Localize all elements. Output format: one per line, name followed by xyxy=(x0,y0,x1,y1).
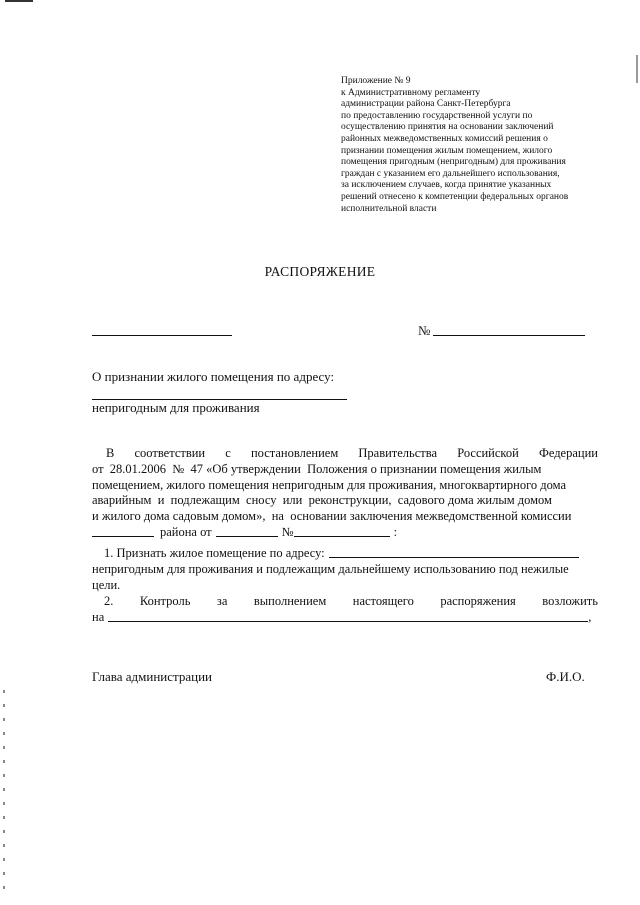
appendix-line: по предоставлению государственной услуги по xyxy=(341,110,533,121)
signature-name: Ф.И.О. xyxy=(546,669,585,684)
appendix-note xyxy=(341,76,606,215)
subject-line-2: непригодным для проживания xyxy=(92,400,260,415)
item-2-word: распоряжения xyxy=(440,594,516,608)
preamble-word: соответствии xyxy=(134,446,206,460)
item-2-line-2 xyxy=(92,610,598,626)
date-blank xyxy=(92,335,232,336)
signature-position: Глава администрации xyxy=(92,669,213,684)
item-2-line-1 xyxy=(92,594,598,610)
appendix-line: исполнительной власти xyxy=(341,203,437,214)
scan-edge-mark xyxy=(5,0,33,2)
item-2-word: Контроль xyxy=(139,594,191,608)
appendix-line: за исключением случаев, когда принятие указанных xyxy=(341,180,552,191)
preamble-line-4: аварийным и подлежащим сносу или реконструкции, садового дома жилым домом xyxy=(92,493,552,508)
preamble-word: Российской xyxy=(457,446,519,460)
scan-edge-mark-right xyxy=(636,55,638,83)
appendix-line: помещения пригодным (непригодным) для проживания xyxy=(341,157,566,168)
item-1-line-2: непригодным для проживания и подлежащим дальнейшему использованию под нежилые xyxy=(92,561,569,576)
appendix-line: районных межведомственных комиссий решения о xyxy=(341,133,548,144)
preamble-line-5: и жилого дома садовым домом», на основании заключения межведомственной комиссии xyxy=(92,509,572,524)
preamble-line-3: помещением, жилого помещения непригодным для проживания, многоквартирного дома xyxy=(92,477,567,492)
subject-line-1: О признании жилого помещения по адресу: xyxy=(92,369,335,384)
conclusion-date-blank xyxy=(216,525,278,537)
preamble-line-2: от 28.01.2006 № 47 «Об утверждении Положения о признании помещения жилым xyxy=(92,461,542,476)
appendix-line: осуществлению принятия на основании заключений xyxy=(341,122,554,133)
responsible-person-blank xyxy=(108,610,588,622)
appendix-line: к Административному регламенту xyxy=(341,87,481,98)
preamble-word: с xyxy=(225,446,231,460)
item-2-word: 2. xyxy=(104,594,114,608)
appendix-line: признании помещения жилым помещением, жилого xyxy=(341,145,553,156)
district-blank xyxy=(92,525,154,537)
item-2-word: настоящего xyxy=(352,594,414,608)
item-1-line-3: цели. xyxy=(92,577,121,592)
number-blank xyxy=(433,335,585,336)
preamble-word: Федерации xyxy=(538,446,598,460)
item-1-address-blank xyxy=(329,546,579,558)
preamble-word: постановлением xyxy=(250,446,339,460)
colon: : xyxy=(393,524,398,539)
item-2-comma: , xyxy=(588,609,592,624)
conclusion-number-blank xyxy=(294,525,390,537)
appendix-line: граждан с указанием его дальнейшего использования, xyxy=(341,168,560,179)
item-2-paragraph xyxy=(92,594,598,626)
preamble-line-6 xyxy=(92,525,598,541)
item-2-word: за xyxy=(216,594,228,608)
item-1-paragraph xyxy=(92,546,598,593)
preamble-paragraph xyxy=(92,446,598,541)
appendix-line: решений отнесено к компетенции федеральных органов xyxy=(341,191,569,202)
item-2-on: на xyxy=(92,609,105,624)
appendix-line: администрации района Санкт-Петербурга xyxy=(341,99,511,110)
preamble-word: Правительства xyxy=(358,446,438,460)
item-2-word: возложить xyxy=(542,594,598,608)
item-1-line-1 xyxy=(92,546,598,562)
conclusion-number-sign: № xyxy=(281,524,294,539)
appendix-line: Приложение № 9 xyxy=(341,76,411,86)
number-sign: № xyxy=(418,323,431,338)
document-title: РАСПОРЯЖЕНИЕ xyxy=(264,264,376,279)
item-2-word: выполнением xyxy=(253,594,327,608)
binding-holes-mark xyxy=(3,690,5,890)
district-label: района от xyxy=(160,524,212,539)
item-1-text: 1. Признать жилое помещение по адресу: xyxy=(104,546,325,560)
preamble-word: В xyxy=(106,446,115,460)
preamble-line-1 xyxy=(92,446,598,462)
